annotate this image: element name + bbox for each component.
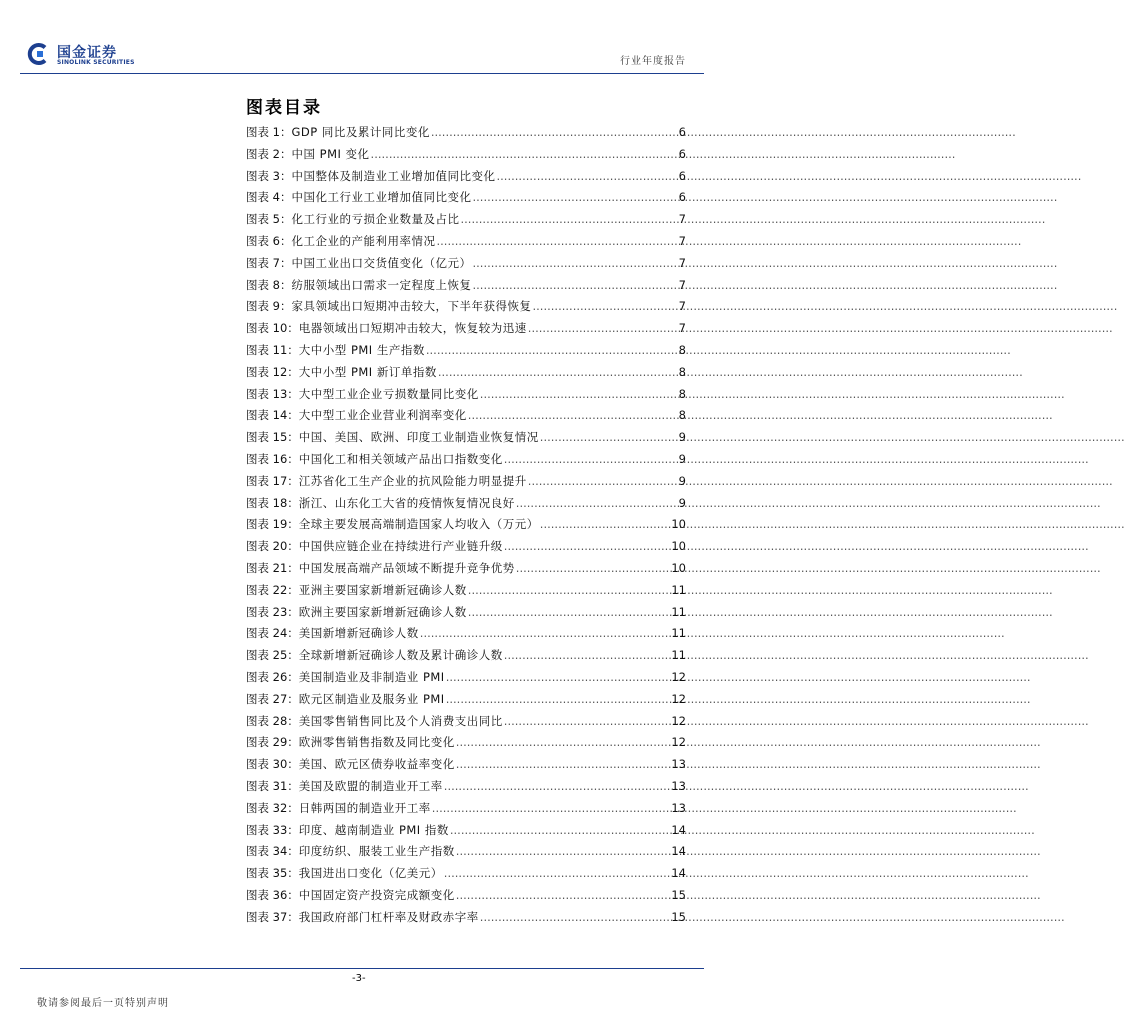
logo-english-name: SINOLINK SECURITIES — [57, 59, 135, 66]
toc-dot-leader — [516, 495, 678, 511]
toc-entry-label: 图表 19： — [246, 517, 299, 532]
toc-entry-page: 9 — [678, 451, 686, 466]
toc-entry-page: 12 — [671, 735, 686, 750]
toc-entry-caption: 中国 PMI 变化 — [291, 146, 370, 161]
toc-entry[interactable] — [246, 342, 686, 364]
toc-entry-page: 8 — [678, 386, 686, 401]
toc-entry-label: 图表 21： — [246, 560, 299, 575]
toc-dot-leader — [431, 124, 678, 140]
toc-entry-page: 8 — [678, 364, 686, 379]
toc-dot-leader — [432, 800, 671, 816]
toc-entry-caption: 中国化工和相关领域产品出口指数变化 — [298, 451, 503, 466]
toc-dot-leader — [446, 669, 671, 685]
toc-entry-page: 10 — [671, 517, 686, 532]
toc-entry-caption: 大中小型 PMI 新订单指数 — [298, 364, 437, 379]
toc-entry-page: 14 — [671, 822, 686, 837]
toc-entry[interactable] — [246, 647, 686, 669]
toc-entry-page: 8 — [678, 408, 686, 423]
toc-entry-page: 12 — [671, 713, 686, 728]
toc-entry-page: 14 — [671, 844, 686, 859]
toc-dot-leader — [444, 778, 671, 794]
toc-entry[interactable] — [246, 625, 686, 647]
toc-entry-page: 14 — [671, 866, 686, 881]
toc-entry-page: 13 — [671, 778, 686, 793]
toc-entry-page: 8 — [678, 342, 686, 357]
toc-entry-caption: 美国、欧元区债券收益率变化 — [298, 757, 455, 772]
toc-dot-leader — [456, 887, 671, 903]
toc-entry-caption: 浙江、山东化工大省的疫情恢复情况良好 — [298, 495, 515, 510]
toc-dot-leader — [540, 516, 671, 532]
toc-dot-leader — [472, 277, 677, 293]
toc-entry-label: 图表 29： — [246, 735, 299, 750]
toc-entry[interactable] — [246, 582, 686, 604]
toc-entry-label: 图表 20： — [246, 539, 299, 554]
page-number: -3- — [352, 973, 366, 984]
toc-entry-page: 7 — [678, 321, 686, 336]
toc-entry[interactable] — [246, 734, 686, 756]
toc-entry[interactable] — [246, 233, 686, 255]
toc-entry[interactable] — [246, 778, 686, 800]
toc-entry-page: 7 — [678, 299, 686, 314]
toc-dot-leader — [528, 320, 678, 336]
toc-entry-caption: 印度纺织、服装工业生产指数 — [298, 844, 455, 859]
toc-entry-label: 图表 15： — [246, 430, 299, 445]
toc-entry-label: 图表 24： — [246, 626, 299, 641]
toc-entry-page: 13 — [671, 757, 686, 772]
toc-entry[interactable] — [246, 429, 686, 451]
toc-entry-caption: 江苏省化工生产企业的抗风险能力明显提升 — [298, 473, 527, 488]
toc-title: 图表目录 — [246, 98, 322, 118]
toc-entry-page: 11 — [671, 582, 686, 597]
toc-entry-page: 10 — [671, 560, 686, 575]
toc-entry[interactable] — [246, 255, 686, 277]
toc-entry[interactable] — [246, 713, 686, 735]
toc-entry-page: 6 — [678, 190, 686, 205]
toc-entry-label: 图表 32： — [246, 800, 299, 815]
toc-entry[interactable] — [246, 386, 686, 408]
toc-dot-leader — [540, 429, 678, 445]
toc-entry-caption: 中国供应链企业在持续进行产业链升级 — [298, 539, 503, 554]
toc-entry-label: 图表 13： — [246, 386, 299, 401]
toc-entry-caption: 日韩两国的制造业开工率 — [298, 800, 431, 815]
toc-entry[interactable] — [246, 473, 686, 495]
toc-entry-label: 图表 35： — [246, 866, 299, 881]
toc-dot-leader — [468, 407, 678, 423]
toc-dot-leader — [472, 189, 677, 205]
toc-entry[interactable] — [246, 822, 686, 844]
toc-entry-label: 图表 4： — [246, 190, 292, 205]
toc-dot-leader — [456, 843, 671, 859]
toc-entry-label: 图表 27： — [246, 691, 299, 706]
toc-dot-leader — [504, 538, 671, 554]
toc-entry-caption: 美国新增新冠确诊人数 — [298, 626, 419, 641]
toc-entry[interactable] — [246, 516, 686, 538]
toc-entry-label: 图表 30： — [246, 757, 299, 772]
toc-entry-caption: 大中型工业企业亏损数量同比变化 — [298, 386, 479, 401]
toc-entry-caption: 欧洲主要国家新增新冠确诊人数 — [298, 604, 467, 619]
toc-dot-leader — [504, 713, 671, 729]
toc-entry-label: 图表 28： — [246, 713, 299, 728]
sinolink-logo-icon — [27, 42, 51, 66]
toc-entry-caption: 全球新增新冠确诊人数及累计确诊人数 — [298, 648, 503, 663]
toc-entry-caption: 化工企业的产能利用率情况 — [291, 233, 436, 248]
toc-entry-caption: 中国化工行业工业增加值同比变化 — [291, 190, 472, 205]
toc-entry[interactable] — [246, 211, 686, 233]
toc-dot-leader — [496, 168, 677, 184]
toc-dot-leader — [456, 756, 671, 772]
toc-entry-label: 图表 1： — [246, 125, 292, 139]
toc-entry-caption: 大中小型 PMI 生产指数 — [298, 342, 425, 357]
toc-entry[interactable] — [246, 124, 686, 146]
toc-entry[interactable] — [246, 756, 686, 778]
toc-entry-page: 7 — [678, 255, 686, 270]
toc-dot-leader — [438, 364, 678, 380]
toc-entry[interactable] — [246, 691, 686, 713]
toc-entry-label: 图表 2： — [246, 146, 292, 161]
toc-entry-page: 10 — [671, 539, 686, 554]
toc-entry-caption: 美国零售销售同比及个人消费支出同比 — [298, 713, 503, 728]
toc-entry-label: 图表 3： — [246, 168, 292, 183]
toc-entry-caption: 中国整体及制造业工业增加值同比变化 — [291, 168, 496, 183]
toc-entry-page: 12 — [671, 691, 686, 706]
toc-entry-caption: 大中型工业企业营业利润率变化 — [298, 408, 467, 423]
toc-entry-caption: 我国政府部门杠杆率及财政赤字率 — [298, 909, 479, 924]
toc-entry-page: 7 — [678, 277, 686, 292]
toc-entry[interactable] — [246, 451, 686, 473]
toc-entry-label: 图表 11： — [246, 342, 299, 357]
toc-entry-label: 图表 22： — [246, 582, 299, 597]
toc-entry-caption: 纺服领域出口需求一定程度上恢复 — [291, 277, 472, 292]
toc-entry-label: 图表 18： — [246, 495, 299, 510]
toc-dot-leader — [444, 865, 671, 881]
toc-entry-page: 9 — [678, 430, 686, 445]
toc-entry-label: 图表 25： — [246, 648, 299, 663]
toc-dot-leader — [480, 386, 678, 402]
toc-dot-leader — [426, 342, 678, 358]
footer-divider — [20, 968, 704, 969]
toc-entry[interactable] — [246, 146, 686, 168]
toc-entry-label: 图表 12： — [246, 364, 299, 379]
toc-dot-leader — [468, 582, 671, 598]
header-divider — [20, 73, 704, 74]
toc-entry-caption: 我国进出口变化（亿美元） — [298, 866, 443, 881]
toc-dot-leader — [420, 625, 671, 641]
toc-entry-caption: 中国、美国、欧洲、印度工业制造业恢复情况 — [298, 430, 539, 445]
figure-table-of-contents — [246, 124, 686, 930]
toc-entry-page: 13 — [671, 800, 686, 815]
toc-entry-caption: 化工行业的亏损企业数量及占比 — [291, 212, 460, 227]
toc-entry-page: 15 — [671, 887, 686, 902]
toc-entry-caption: 印度、越南制造业 PMI 指数 — [298, 822, 449, 837]
toc-entry-page: 11 — [671, 648, 686, 663]
toc-dot-leader — [456, 734, 671, 750]
toc-entry-label: 图表 7： — [246, 255, 292, 270]
toc-entry-caption: 家具领域出口短期冲击较大，下半年获得恢复 — [291, 299, 532, 314]
toc-dot-leader — [480, 909, 671, 925]
toc-entry[interactable] — [246, 669, 686, 691]
toc-entry-label: 图表 36： — [246, 887, 299, 902]
toc-dot-leader — [504, 647, 671, 663]
toc-dot-leader — [436, 233, 677, 249]
toc-entry-label: 图表 17： — [246, 473, 299, 488]
toc-entry[interactable] — [246, 887, 686, 909]
toc-entry[interactable] — [246, 909, 686, 931]
toc-entry[interactable] — [246, 168, 686, 190]
disclaimer-note: 敬请参阅最后一页特别声明 — [37, 998, 169, 1009]
toc-entry[interactable] — [246, 298, 686, 320]
toc-entry-label: 图表 34： — [246, 844, 299, 859]
toc-entry-caption: GDP 同比及累计同比变化 — [291, 125, 430, 139]
toc-entry-label: 图表 14： — [246, 408, 299, 423]
toc-entry-label: 图表 31： — [246, 778, 299, 793]
toc-entry-label: 图表 6： — [246, 233, 292, 248]
toc-entry-label: 图表 26： — [246, 669, 299, 684]
toc-entry-caption: 电器领域出口短期冲击较大，恢复较为迅速 — [298, 321, 527, 336]
toc-entry[interactable] — [246, 843, 686, 865]
toc-dot-leader — [504, 451, 678, 467]
toc-entry-page: 6 — [678, 125, 686, 139]
toc-entry[interactable] — [246, 800, 686, 822]
toc-entry-page: 7 — [678, 212, 686, 227]
toc-entry-caption: 全球主要发展高端制造国家人均收入（万元） — [298, 517, 539, 532]
toc-entry-page: 7 — [678, 233, 686, 248]
toc-entry-caption: 中国固定资产投资完成额变化 — [298, 887, 455, 902]
toc-entry-caption: 亚洲主要国家新增新冠确诊人数 — [298, 582, 467, 597]
toc-entry-caption: 中国发展高端产品领域不断提升竞争优势 — [298, 560, 515, 575]
toc-dot-leader — [446, 691, 671, 707]
toc-dot-leader — [371, 146, 678, 162]
toc-entry-caption: 美国及欧盟的制造业开工率 — [298, 778, 443, 793]
toc-entry[interactable] — [246, 189, 686, 211]
toc-entry-page: 11 — [671, 626, 686, 641]
toc-entry-page: 9 — [678, 473, 686, 488]
toc-entry[interactable] — [246, 320, 686, 342]
toc-entry-page: 12 — [671, 669, 686, 684]
toc-entry-page: 6 — [678, 168, 686, 183]
toc-entry[interactable] — [246, 865, 686, 887]
toc-dot-leader — [450, 822, 671, 838]
toc-entry-label: 图表 23： — [246, 604, 299, 619]
toc-entry[interactable] — [246, 277, 686, 299]
toc-entry-page: 9 — [678, 495, 686, 510]
toc-entry-caption: 欧元区制造业及服务业 PMI — [298, 691, 445, 706]
logo-chinese-name: 国金证券 — [57, 45, 117, 61]
toc-dot-leader — [528, 473, 678, 489]
toc-dot-leader — [468, 604, 671, 620]
toc-entry[interactable] — [246, 604, 686, 626]
toc-entry-page: 15 — [671, 909, 686, 924]
toc-entry[interactable] — [246, 364, 686, 386]
toc-entry-caption: 欧洲零售销售指数及同比变化 — [298, 735, 455, 750]
toc-entry-label: 图表 10： — [246, 321, 299, 336]
toc-entry[interactable] — [246, 560, 686, 582]
toc-entry-page: 6 — [678, 146, 686, 161]
toc-entry[interactable] — [246, 538, 686, 560]
toc-entry-caption: 中国工业出口交货值变化（亿元） — [291, 255, 472, 270]
toc-entry-label: 图表 5： — [246, 212, 292, 227]
toc-entry-label: 图表 8： — [246, 277, 292, 292]
toc-dot-leader — [460, 211, 677, 227]
toc-entry-label: 图表 33： — [246, 822, 299, 837]
toc-dot-leader — [532, 298, 677, 314]
toc-entry-label: 图表 37： — [246, 909, 299, 924]
toc-entry-label: 图表 9： — [246, 299, 292, 314]
toc-entry-page: 11 — [671, 604, 686, 619]
toc-entry[interactable] — [246, 495, 686, 517]
toc-dot-leader — [516, 560, 671, 576]
toc-entry[interactable] — [246, 407, 686, 429]
page-header — [0, 0, 724, 74]
report-type-label: 行业年度报告 — [620, 56, 686, 67]
toc-dot-leader — [472, 255, 677, 271]
toc-entry-label: 图表 16： — [246, 451, 299, 466]
toc-entry-caption: 美国制造业及非制造业 PMI — [298, 669, 445, 684]
